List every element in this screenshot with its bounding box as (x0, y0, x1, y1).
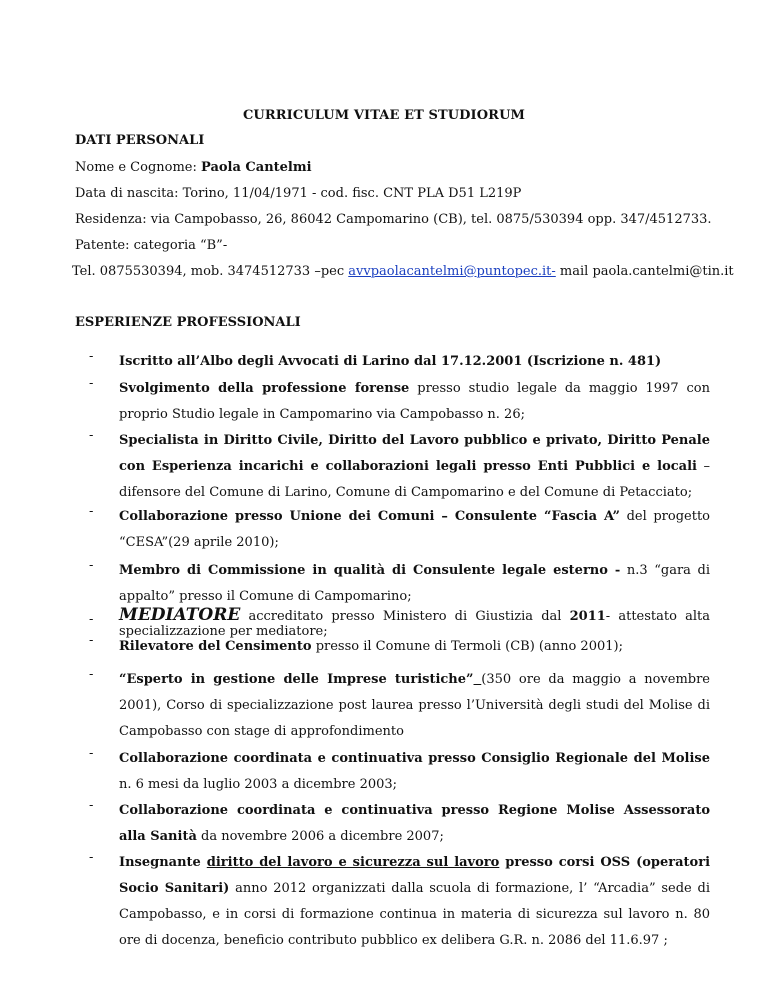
item-text: n. 6 mesi da luglio 2003 a dicembre 2003; (119, 777, 398, 792)
name-value: Paola Cantelmi (201, 160, 312, 175)
list-dash: - (89, 612, 94, 627)
name-label: Nome e Cognome: (75, 160, 202, 175)
list-dash: - (89, 746, 94, 761)
section-personal-heading: DATI PERSONALI (75, 133, 205, 148)
item-bold: presso corsi OSS (operatori Socio Sanitari) (119, 855, 711, 896)
list-dash: - (89, 376, 94, 391)
list-dash: - (89, 504, 94, 519)
item-bold: Collaborazione presso Unione dei Comuni – Consulente “Fascia A” (119, 509, 621, 524)
list-dash: - (89, 798, 94, 813)
name-line (75, 160, 312, 175)
item-text: accreditato presso Ministero di Giustizia dal (240, 609, 570, 624)
list-dash: - (89, 667, 94, 682)
item-bold: Iscritto all’Albo degli Avvocati di Larino dal 17.12.2001 (Iscrizione n. 481) (119, 354, 662, 369)
list-dash: - (89, 633, 94, 648)
item-text: presso il Comune di Termoli (CB) (anno 2001); (311, 639, 623, 654)
document-title: CURRICULUM VITAE ET STUDIORUM (242, 108, 525, 123)
item-text: – difensore del Comune di Larino, Comune di Campomarino e del Comune di Petacciato; (119, 459, 710, 500)
item-text: - attestato alta specializzazione per mediatore; (119, 609, 710, 639)
item-text: da novembre 2006 a dicembre 2007; (196, 829, 444, 844)
item-text: anno 2012 organizzati dalla scuola di formazione, l’ “Arcadia” sede di Campobasso, e in corsi di formazione continua in materia di sicurezza sul lavoro n. 80 ore di docenza, beneficio contributo pubblico ex delibera G.R. n. 2086 del 11.6.97 ; (119, 881, 710, 948)
contacts-line (72, 264, 734, 279)
item-text: (350 ore da maggio a novembre 2001), Corso di specializzazione post laurea presso l’Università degli studi del Molise di Campobasso con stage di approfondimento (119, 672, 710, 739)
list-dash: - (89, 558, 94, 573)
item-text: presso studio legale da maggio 1997 con proprio Studio legale in Campomarino via Campobasso n. 26; (119, 381, 711, 422)
item-bold: Insegnante (119, 855, 207, 870)
list-dash: - (89, 850, 94, 865)
birth-line: Data di nascita: Torino, 11/04/1971 - cod. fisc. CNT PLA D51 L219P (75, 186, 522, 201)
item-bold: Membro di Commissione in qualità di Consulente legale esterno - (119, 563, 621, 578)
list-dash: - (89, 428, 94, 443)
item-bold: Collaborazione coordinata e continuativa presso Consiglio Regionale del Molise (119, 751, 710, 766)
item-bold: Specialista in Diritto Civile, Diritto del Lavoro pubblico e privato, Diritto Penale con Esperienza incarichi e collaborazioni legali presso Enti Pubblici e locali (119, 433, 710, 474)
item-bold: “Esperto in gestione delle Imprese turistiche” (119, 672, 474, 687)
pec-email-link[interactable]: avvpaolacantelmi@puntopec.it- (348, 264, 556, 279)
item-bold: 2011 (569, 609, 606, 624)
license-line: Patente: categoria “B”- (75, 238, 228, 253)
contacts-suffix: mail paola.cantelmi@tin.it (555, 264, 734, 279)
item-bold: Rilevatore del Censimento (119, 639, 312, 654)
contacts-prefix: Tel. 0875530394, mob. 3474512733 –pec (72, 264, 349, 279)
item-bold-underline: diritto del lavoro e sicurezza sul lavoro (206, 855, 500, 870)
item-text: n.3 “gara di appalto” presso il Comune di Campomarino; (119, 563, 710, 604)
residence-line: Residenza: via Campobasso, 26, 86042 Campomarino (CB), tel. 0875/530394 opp. 347/4512733. (75, 212, 712, 227)
section-experience-heading: ESPERIENZE PROFESSIONALI (75, 315, 301, 330)
item-text: del progetto “CESA”(29 aprile 2010); (119, 509, 710, 550)
item-bold: Collaborazione coordinata e continuativa presso Regione Molise Assessorato alla Sanità (119, 803, 710, 844)
item-bold: Svolgimento della professione forense (119, 381, 410, 396)
item-mediatore: MEDIATORE (119, 605, 241, 625)
list-dash: - (89, 349, 94, 364)
